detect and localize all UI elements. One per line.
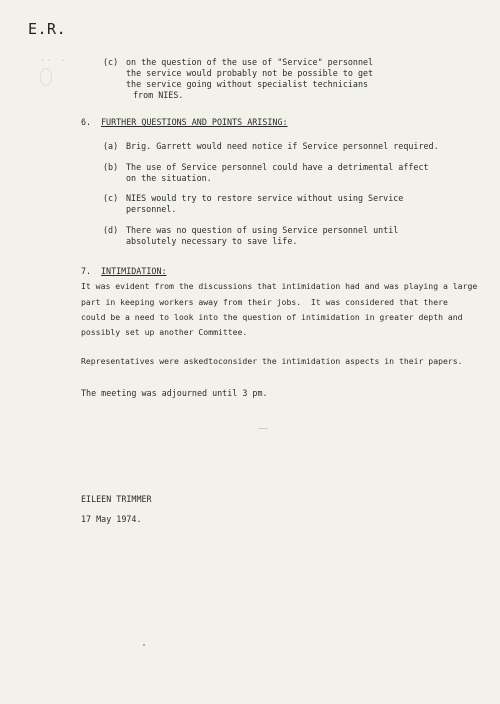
- item-c-line-3: the service going without specialist technicians: [126, 79, 369, 89]
- representatives-line: Representatives were askedtoconsider the intimidation aspects in their papers.: [81, 356, 463, 366]
- section-7-line-3: could be a need to look into the question of intimidation in greater depth and: [81, 312, 463, 322]
- item-6c-line-2: personnel.: [126, 204, 177, 214]
- faint-circle-mark: [40, 68, 52, 86]
- section-6-number: 6.: [81, 117, 92, 127]
- section-6-heading: FURTHER QUESTIONS AND POINTS ARISING:: [101, 117, 288, 127]
- item-c-line-2: the service would probably not be possible to get: [126, 68, 374, 78]
- item-6c-label: (c): [103, 193, 119, 203]
- header-mark: E.R.: [28, 20, 67, 38]
- item-6d-line-2: absolutely necessary to save life.: [126, 236, 298, 246]
- item-6b-line-1: The use of Service personnel could have a detrimental affect: [126, 162, 429, 172]
- section-7-line-2: part in keeping workers away from their jobs. It was considered that there: [81, 297, 448, 307]
- item-6c-line-1: NIES would try to restore service without using Service: [126, 193, 404, 203]
- section-7-line-4: possibly set up another Committee.: [81, 327, 248, 337]
- faint-mark-line: [258, 428, 268, 429]
- item-6d-line-1: There was no question of using Service personnel until: [126, 225, 399, 235]
- item-6b-label: (b): [103, 162, 119, 172]
- item-6a-label: (a): [103, 141, 119, 151]
- section-7-heading: INTIMIDATION:: [101, 266, 167, 276]
- signature-date: 17 May 1974.: [81, 514, 142, 524]
- adjourned-line: The meeting was adjourned until 3 pm.: [81, 388, 268, 398]
- section-7-line-1: It was evident from the discussions that intimidation had and was playing a large: [81, 281, 478, 291]
- item-6d-label: (d): [103, 225, 119, 235]
- section-7-number: 7.: [81, 266, 92, 276]
- item-6a-line-1: Brig. Garrett would need notice if Service personnel required.: [126, 141, 439, 151]
- item-6b-line-2: on the situation.: [126, 173, 212, 183]
- paper-speck: [143, 644, 145, 646]
- signature-name: EILEEN TRIMMER: [81, 494, 152, 504]
- item-c-label: (c): [103, 57, 119, 67]
- item-c-line-4: from NIES.: [133, 90, 184, 100]
- item-c-line-1: on the question of the use of "Service" personnel: [126, 57, 374, 67]
- faint-marking: ·· ·: [40, 56, 68, 65]
